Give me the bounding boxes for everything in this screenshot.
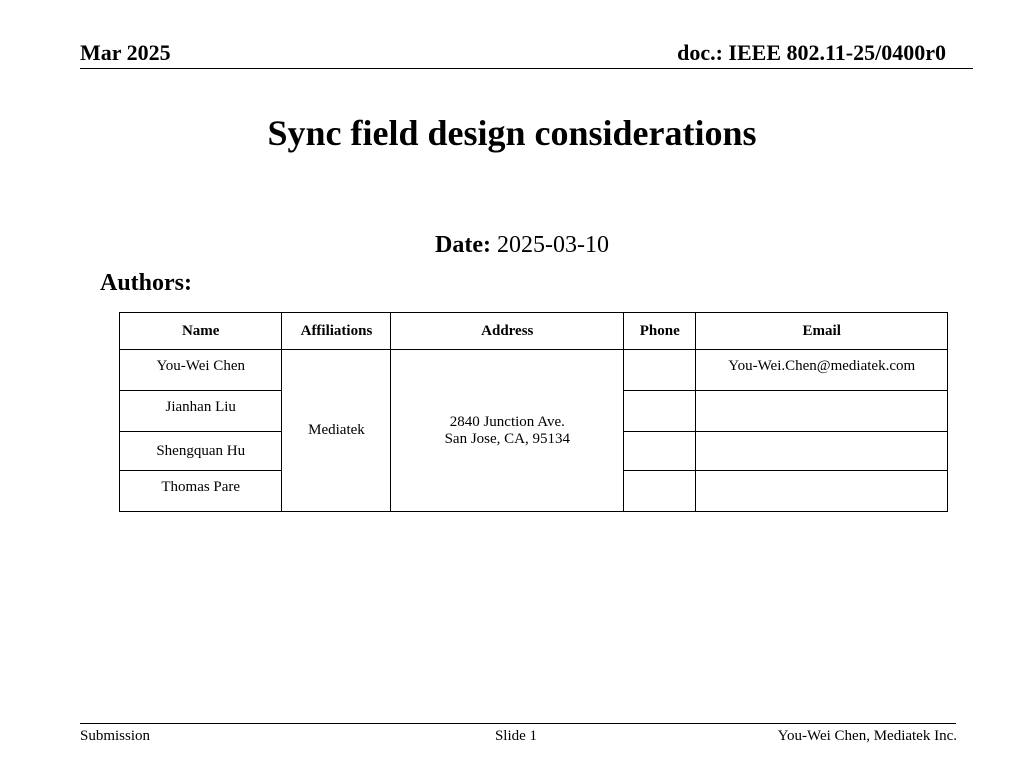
author-name: Thomas Pare [120, 471, 282, 512]
date-label: Date: [435, 232, 491, 258]
author-phone [624, 432, 696, 471]
footer-divider [80, 723, 956, 724]
column-header-name: Name [120, 313, 282, 350]
author-address [391, 350, 624, 512]
footer-submission: Submission [80, 728, 151, 744]
author-name: Jianhan Liu [120, 391, 282, 432]
author-name: Shengquan Hu [120, 432, 282, 471]
column-header-affiliations: Affiliations [282, 313, 391, 350]
author-email: You-Wei.Chen@mediatek.com [696, 350, 948, 391]
authors-heading: Authors: [100, 270, 193, 296]
footer-slide-number: Slide 1 [494, 728, 538, 744]
header-date: Mar 2025 [80, 40, 171, 65]
author-affiliation: Mediatek [282, 350, 391, 512]
authors-table [119, 312, 948, 512]
author-phone [624, 471, 696, 512]
footer-author: You-Wei Chen, Mediatek Inc. [777, 728, 957, 744]
author-name: You-Wei Chen [120, 350, 282, 391]
author-email [696, 391, 948, 432]
address-line-2: San Jose, CA, 95134 [444, 430, 570, 447]
author-email [696, 471, 948, 512]
column-header-address: Address [391, 313, 624, 350]
address-line-1: 2840 Junction Ave. [449, 413, 565, 430]
column-header-phone: Phone [624, 313, 696, 350]
table-header-row [120, 313, 948, 350]
author-phone [624, 391, 696, 432]
header-doc-id: doc.: IEEE 802.11-25/0400r0 [677, 40, 946, 65]
date-row [0, 232, 1024, 259]
date-value: 2025-03-10 [496, 232, 609, 258]
table-row [120, 350, 948, 391]
slide-title: Sync field design considerations [267, 113, 757, 153]
column-header-email: Email [696, 313, 948, 350]
author-phone [624, 350, 696, 391]
header-divider [80, 68, 973, 69]
author-email [696, 432, 948, 471]
